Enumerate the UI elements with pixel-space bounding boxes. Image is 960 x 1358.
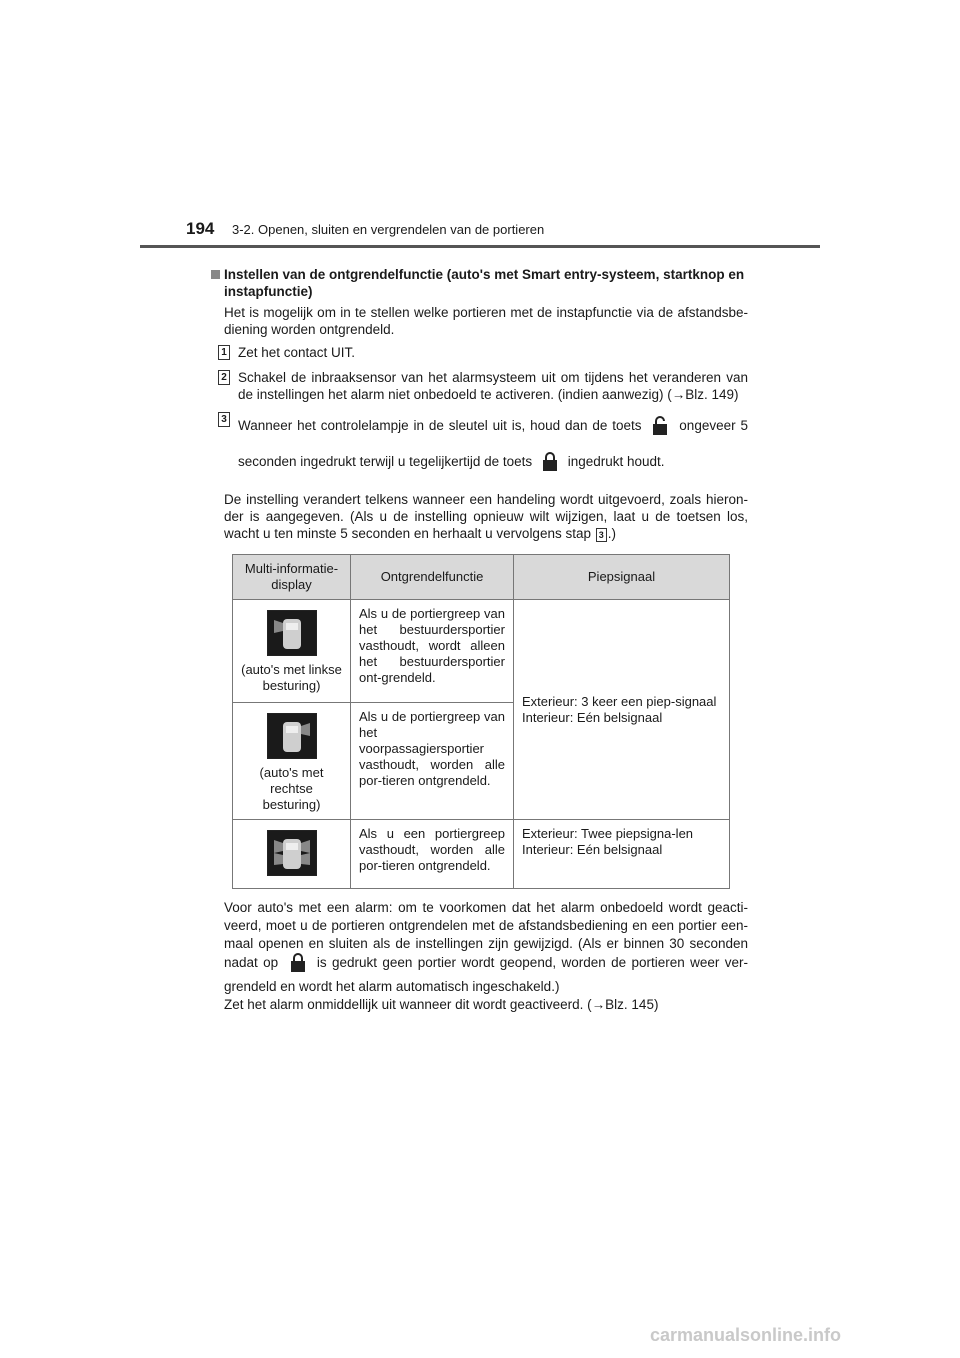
- header-divider: [140, 245, 820, 248]
- display-label: (auto's met linkse besturing): [241, 662, 342, 693]
- step-3: [212, 411, 748, 483]
- column-header: Multi-informatie-display: [233, 555, 351, 600]
- step-badge: 3: [218, 412, 230, 427]
- alarm-note-text: is gedrukt geen portier wordt geopend, worden de portieren weer ver-grendeld en wordt het alarm automatisch ingeschakeld.): [224, 955, 748, 994]
- step-badge: 3: [596, 528, 607, 542]
- lock-icon: [290, 953, 306, 978]
- alarm-note-text: Zet het alarm onmiddellijk uit wanneer dit wordt geactiveerd. (→Blz. 145): [224, 997, 659, 1012]
- section-intro: Het is mogelijk om in te stellen welke portieren met de instapfunctie via de afstandsbe-diening worden ontgrendeld.: [224, 305, 748, 337]
- step-1: [212, 344, 748, 361]
- step-text: ingedrukt houdt.: [567, 454, 665, 469]
- car-driver-door-icon: [267, 610, 317, 656]
- step-badge: 2: [218, 370, 230, 385]
- settings-note-text: De instelling verandert telkens wanneer een handeling wordt uitgevoerd, zoals hieron-der is aangegeven. (Als u de instelling opnieuw wilt wijzigen, laat u de toetsen los, wacht u ten minste 5 seconden en herhaalt u vervolgens stap: [224, 492, 748, 541]
- function-cell: Als u een portiergreep vasthoudt, worden alle por-tieren ontgrendeld.: [351, 820, 514, 889]
- section-header-title: 3-2. Openen, sluiten en vergrendelen van de portieren: [232, 222, 545, 237]
- function-cell: Als u de portiergreep van het voorpassagiersportier vasthoudt, worden alle por-tieren ontgrendeld.: [351, 703, 514, 820]
- step-text: Schakel de inbraaksensor van het alarmsysteem uit om tijdens het veranderen van de instellingen het alarm niet onbedoeld te activeren. (indien aanwezig) (→Blz. 149): [238, 370, 748, 402]
- watermark: carmanualsonline.info: [650, 1325, 842, 1345]
- display-label: (auto's met rechtse besturing): [259, 765, 324, 812]
- display-cell: [233, 600, 351, 703]
- car-passenger-door-icon: [267, 713, 317, 759]
- step-text: ongeveer 5 seconden ingedrukt terwijl u tegelijkertijd de toets: [238, 418, 748, 469]
- main-content: [212, 266, 748, 1020]
- alarm-note: [224, 899, 748, 1014]
- lock-icon: [542, 452, 558, 483]
- step-text: Zet het contact UIT.: [238, 345, 356, 360]
- unlock-icon: [652, 416, 668, 447]
- square-bullet-icon: [211, 270, 220, 279]
- step-text: Wanneer het controlelampje in de sleutel uit is, houd dan de toets: [238, 418, 642, 433]
- display-cell: [233, 703, 351, 820]
- unlock-settings-table: [232, 554, 730, 889]
- settings-note-end: .): [607, 526, 616, 541]
- alarm-note-text: Voor auto's met een alarm: om te voorkomen dat het alarm onbedoeld wordt geacti-veerd, moet u de portieren ontgrendelen met de afstandsbediening en een portier een-maal openen en sluiten als de instellingen zijn gewijzigd. (Als er binnen 30 seconden nadat op: [224, 900, 748, 970]
- table-row: [233, 600, 730, 703]
- car-all-doors-icon: [267, 830, 317, 876]
- section-heading: [212, 266, 748, 300]
- step-badge: 1: [218, 345, 230, 360]
- table-header-row: [233, 555, 730, 600]
- signal-cell: Exterieur: Twee piepsigna-len Interieur: Eén belsignaal: [514, 820, 730, 889]
- step-2: [212, 369, 748, 403]
- page-number: 194: [186, 219, 215, 238]
- function-cell: Als u de portiergreep van het bestuurdersportier vasthoudt, wordt alleen het bestuurdersportier ont-grendeld.: [351, 600, 514, 703]
- display-cell: [233, 820, 351, 889]
- column-header: Ontgrendelfunctie: [351, 555, 514, 600]
- section-heading-text: Instellen van de ontgrendelfunctie (auto's met Smart entry-systeem, startknop en instapfunctie): [224, 267, 745, 299]
- settings-note: [224, 491, 748, 542]
- column-header: Piepsignaal: [514, 555, 730, 600]
- signal-cell: Exterieur: 3 keer een piep-signaal Interieur: Eén belsignaal: [514, 600, 730, 820]
- table-row: [233, 820, 730, 889]
